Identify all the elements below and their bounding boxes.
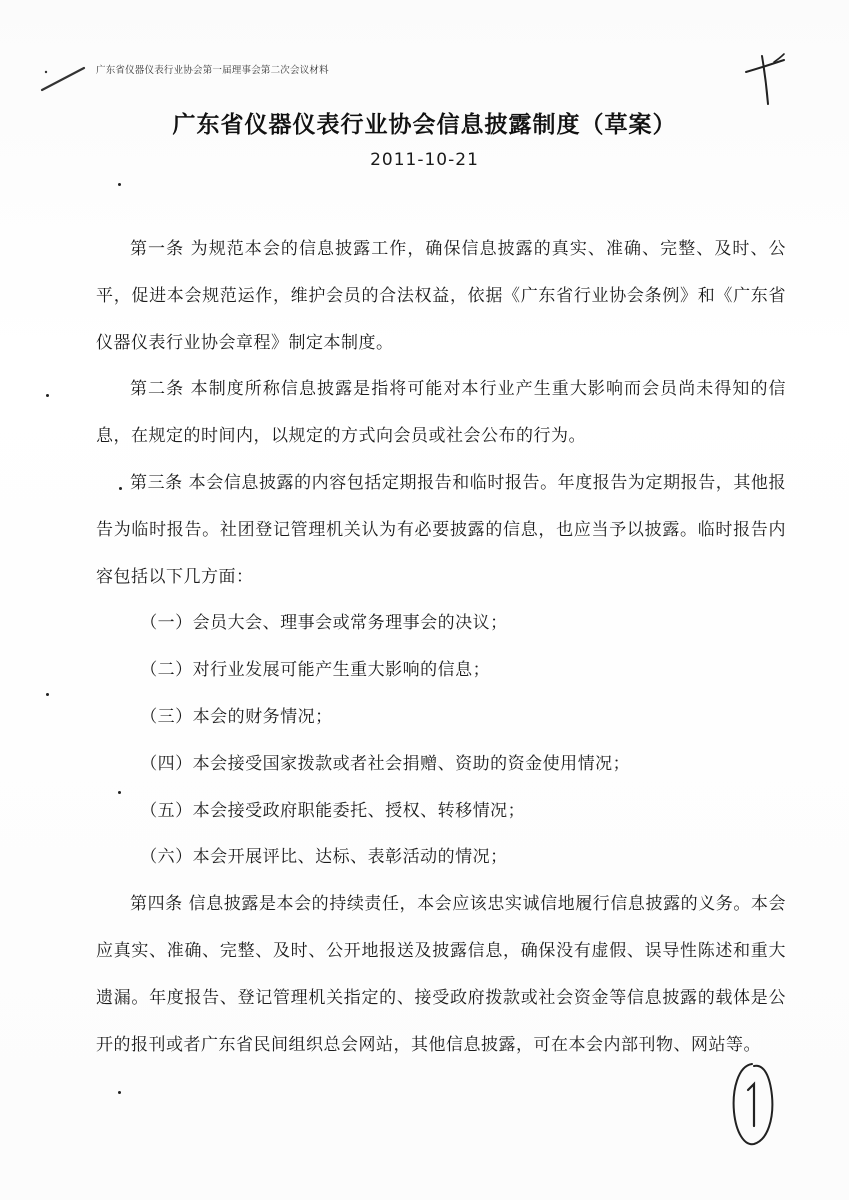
list-item-5: （五）本会接受政府职能委托、授权、转移情况； (140, 800, 526, 821)
article-three: 第三条 本会信息披露的内容包括定期报告和临时报告。年度报告为定期报告，其他报告为临时报告。社团登记管理机关认为有必要披露的信息，也应当予以披露。临时报告内容包括以下几方面： (96, 472, 786, 587)
document-date: 2011-10-21 (370, 150, 479, 170)
list-item-1: （一）会员大会、理事会或常务理事会的决议； (140, 613, 508, 634)
speck-6 (118, 1091, 121, 1094)
handwritten-page-number-circle (728, 1060, 778, 1150)
article-two: 第二条 本制度所称信息披露是指将可能对本行业产生重大影响而会员尚未得知的信息，在规定的时间内，以规定的方式向会员或社会公布的行为。 (96, 379, 786, 447)
document-title: 广东省仪器仪表行业协会信息披露制度（草案） (172, 112, 677, 138)
article-one: 第一条 为规范本会的信息披露工作，确保信息披露的真实、准确、完整、及时、公平，促进本会规范运作，维护会员的合法权益，依据《广东省行业协会条例》和《广东省仪器仪表行业协会章程》制定本制度。 (96, 239, 786, 353)
list-item-6: （六）本会开展评比、达标、表彰活动的情况； (140, 847, 508, 868)
speck-2 (46, 394, 49, 397)
handwritten-corner-mark (740, 52, 790, 108)
list-item-2: （二）对行业发展可能产生重大影响的信息； (140, 660, 491, 681)
list-item-4: （四）本会接受国家拨款或者社会捐赠、资助的资金使用情况； (140, 753, 631, 774)
speck-4 (46, 693, 49, 696)
handwritten-slash-mark (38, 62, 88, 96)
article-four: 第四条 信息披露是本会的持续责任，本会应该忠实诚信地履行信息披露的义务。本会应真实、准确、完整、及时、公开地报送及披露信息，确保没有虚假、误导性陈述和重大遗漏。年度报告、登记管理机关指定的、接受政府拨款或社会资金等信息披露的载体是公开的报刊或者广东省民间组织总会网站，其他信息披露，可在本会内部刊物、网站等。 (96, 894, 786, 1055)
meeting-material-note: 广东省仪器仪表行业协会第一届理事会第二次会议材料 (96, 65, 329, 76)
list-item-3: （三）本会的财务情况； (140, 706, 333, 727)
speck-1 (118, 183, 121, 186)
document-body (96, 226, 786, 1068)
